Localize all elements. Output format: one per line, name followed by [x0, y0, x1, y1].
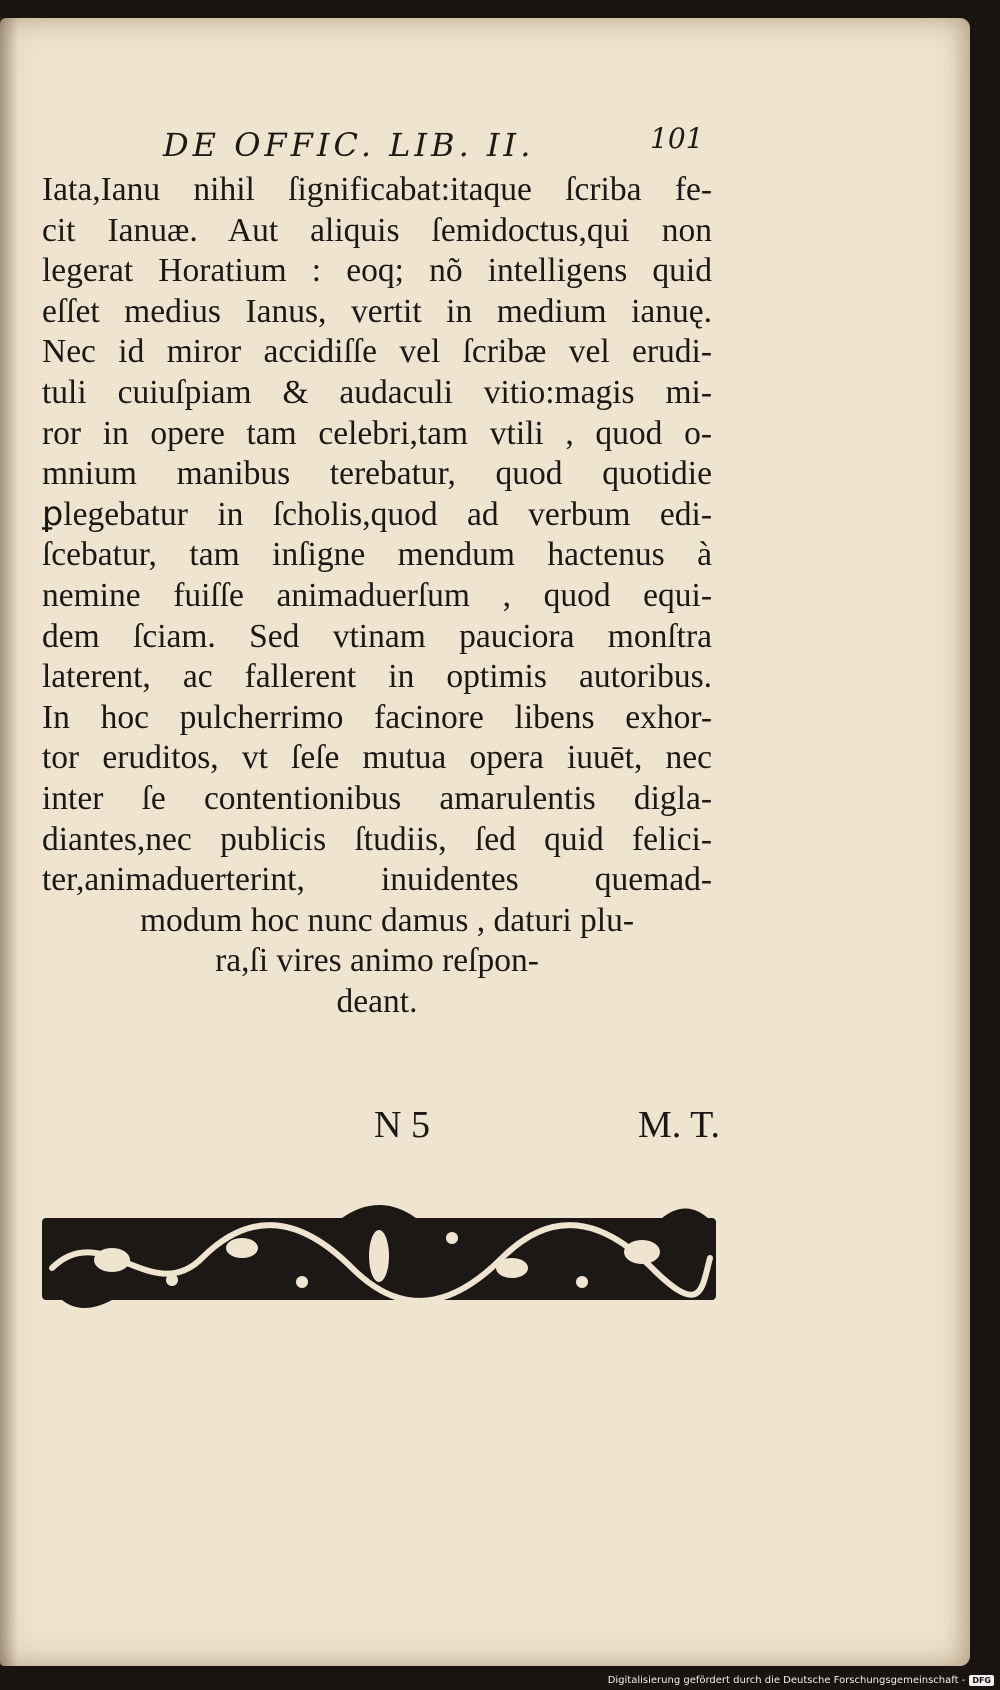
credit-text: Digitalisierung gefördert durch die Deutsche Forschungsgemeinschaft - — [607, 1675, 966, 1686]
text-line: dem ſciam. Sed vtinam pauciora monſtra — [42, 617, 712, 655]
text-block — [42, 170, 712, 1022]
text-line: laterent, ac fallerent in optimis autoribus. — [42, 658, 712, 696]
catchword-row — [370, 1103, 720, 1153]
ornament-band — [42, 1198, 716, 1316]
text-line: nemine fuiſſe animaduerſum , quod equi- — [42, 576, 712, 614]
signature-mark: N 5 — [374, 1104, 430, 1146]
page-number: 101 — [650, 122, 704, 155]
text-line: inter ſe contentionibus amarulentis digla- — [42, 779, 712, 817]
text-line: deant. — [336, 982, 418, 1020]
digitization-credit — [608, 1675, 994, 1686]
text-line: ter,animaduerterint, inuidentes quemad- — [42, 861, 712, 899]
text-line: In hoc pulcherrimo facinore libens exhor- — [42, 698, 712, 736]
dfg-logo: DFG — [969, 1675, 994, 1686]
text-line: mnium manibus terebatur, quod quotidie — [42, 455, 712, 493]
text-line: Nec id miror accidiſſe vel ſcribæ vel erudi- — [42, 333, 712, 371]
text-line: tor eruditos, vt ſeſe mutua opera iuuēt, nec — [42, 739, 712, 777]
text-line: tuli cuiuſpiam & audaculi vitio:magis mi- — [42, 373, 712, 411]
text-line: diantes,nec publicis ſtudiis, ſed quid felici- — [42, 820, 712, 858]
text-line: ra,ſi vires animo reſpon- — [215, 942, 539, 980]
text-line: eſſet medius Ianus, vertit in medium ianuę. — [42, 292, 712, 330]
running-head: DE OFFIC. LIB. II. — [163, 126, 535, 164]
text-line: Iata,Ianu nihil ſignificabat:itaque ſcriba fe- — [42, 171, 712, 208]
text-line: legerat Horatium : eoq; nõ intelligens quid — [42, 252, 712, 290]
text-line: ꝑlegebatur in ſcholis,quod ad verbum edi- — [42, 495, 712, 533]
text-line: ſcebatur, tam inſigne mendum hactenus à — [42, 536, 712, 574]
text-line: ror in opere tam celebri,tam vtili , quod o- — [42, 414, 712, 452]
text-line: modum hoc nunc damus , daturi plu- — [139, 901, 635, 939]
catchword: M. T. — [638, 1104, 720, 1146]
book-page — [0, 18, 970, 1666]
text-line: cit Ianuæ. Aut aliquis ſemidoctus,qui non — [42, 211, 712, 249]
